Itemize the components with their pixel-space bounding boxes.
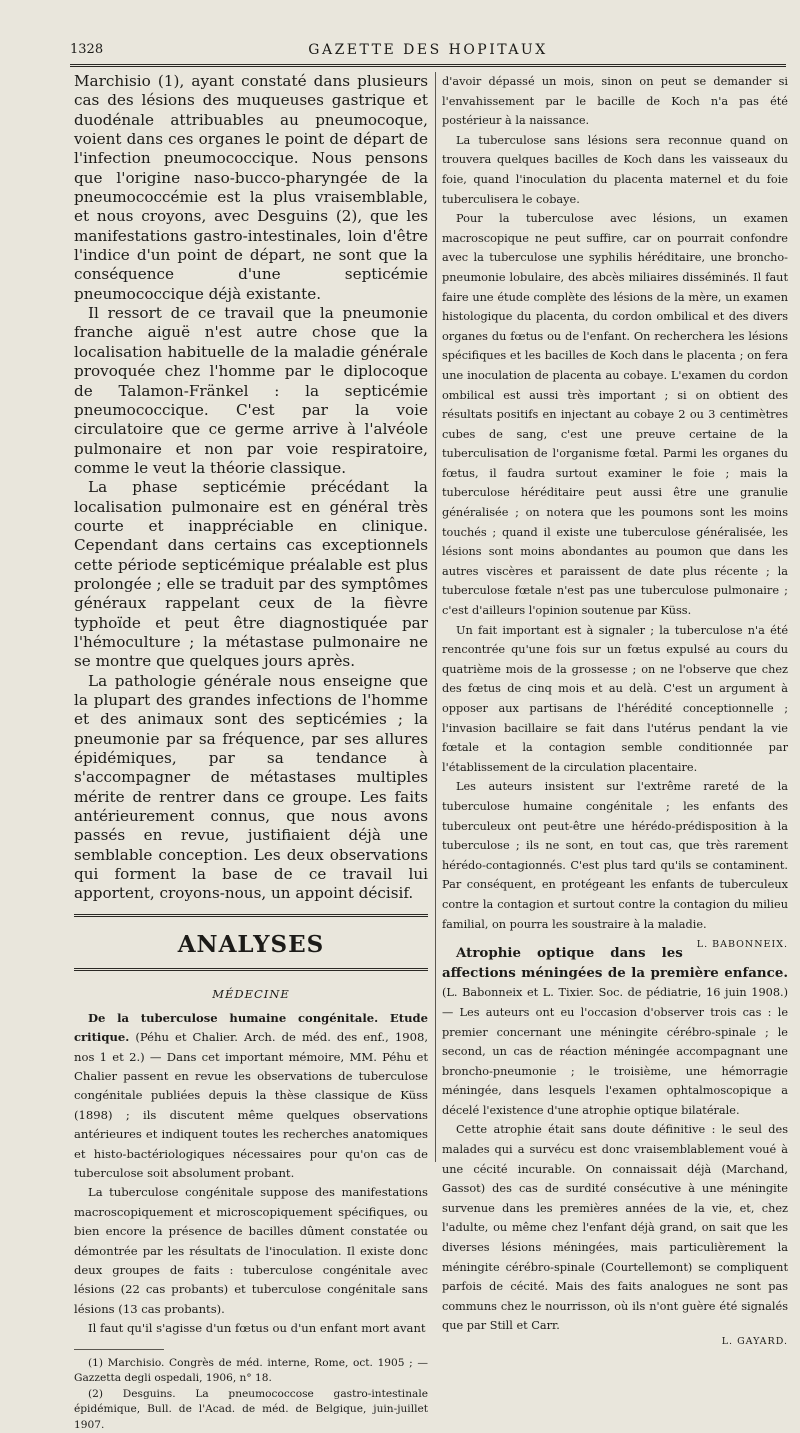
- section-rule-bottom: [74, 968, 428, 971]
- right-paragraph: [442, 777, 788, 951]
- footnote: (1) Marchisio. Congrès de méd. interne, Rome, oct. 1905 ; — Gazzetta degli ospedali, 1906, n° 18.: [74, 1356, 428, 1385]
- right-paragraph: La tuberculose sans lésions sera reconnue quand on trouvera quelques bacilles de Koch dans les vaisseaux du foie, quand l'inoculation du placenta maternel et du foie tuberculisera le cobaye.: [442, 133, 788, 206]
- header-rule: [70, 64, 786, 67]
- left-paragraph: Il ressort de ce travail que la pneumonie franche aiguë n'est autre chose que la localisation habituelle de la maladie générale provoquée chez l'homme par le diplocoque de Talamon-Fränkel : la septicémie pneumococcique. C'est par la voie circulatoire que ce germe arrive à l'alvéole pulmonaire et non par voie respiratoire, comme le veut la théorie classique.: [74, 304, 428, 477]
- article-title: Atrophie optique dans les affections méningées de la première enfance.: [442, 945, 788, 981]
- abstract-tuberculose: [74, 1009, 428, 1339]
- footnote: (2) Desguins. La pneumococcose gastro-intestinale épidémique, Bull. de l'Acad. de méd. de Belgique, juin-juillet 1907.: [74, 1387, 428, 1431]
- column-divider: [435, 72, 436, 1162]
- article-paragraph: Dans cet important mémoire, MM. Péhu et Chalier passent en revue les observations de tuberculose congénitale publiées depuis la thèse classique de Küss (1898) ; ils discutent même quelques observations antérieures et indiquent toutes les recherches anatomiques et histo-bactériologiques nécessaires pour qu'on cas de tuberculose soit absolument probant.: [74, 1049, 428, 1181]
- journal-title: GAZETTE DES HOPITAUX: [308, 42, 548, 58]
- signature: L. GAYARD.: [721, 1336, 788, 1347]
- section-rule-top: [74, 914, 428, 917]
- footnote-rule: [74, 1349, 164, 1350]
- right-paragraph: Un fait important est à signaler ; la tuberculose n'a été rencontrée qu'une fois sur un fœtus expulsé au cours du quatrième mois de la grossesse ; on ne l'observe que chez des fœtus de cinq mois et au delà. C'est un argument à opposer aux partisans de l'hérédité conceptionnelle ; l'invasion bacillaire se fait dans l'utérus pendant la vie fœtale et la contagion semble conditionnée par l'établissement de la circulation placentaire.: [442, 623, 788, 774]
- left-paragraph: La pathologie générale nous enseigne que la plupart des grandes infections de l'homme et des animaux sont des septicémies ; la pneumonie par sa fréquence, par ses allures épidémiques, par sa tendance à s'accompagner de métastases multiples mérite de rentrer dans ce groupe. Les faits antérieurement connus, que nous avons passés en revue, justifiaient déjà une semblable conception. Les deux observations qui forment la base de ce travail lui apportent, croyons-nous, un appoint décisif.: [74, 671, 428, 903]
- right-column: [442, 72, 788, 1347]
- article-title: De la tuberculose humaine congénitale. Etude critique.: [74, 1010, 428, 1045]
- article-paragraph: Les auteurs ont eu l'occasion d'observer trois cas : le premier concernant une méningite cérébro-spinale ; le second, un cas de réaction méningée accompagnant une broncho-pneumonie ; le troisième, une hémorragie méningée, dans lesquels l'examen ophtalmoscopique a décelé l'existence d'une atrophie optique bilatérale.: [442, 1005, 789, 1117]
- subheading: MÉDECINE: [212, 986, 290, 1001]
- left-paragraph: Marchisio (1), ayant constaté dans plusieurs cas des lésions des muqueuses gastrique et duodénale attribuables au pneumocoque, voient dans ces organes le point de départ de l'infection pneumococcique. Nous pensons que l'origine naso-bucco-pharyngée de la pneumococcémie est la plus vraisemblable, et nous croyons, avec Desguins (2), que les manifestations gastro-intestinales, loin d'être l'indice d'un point de départ, ne sont que la conséquence d'une septicémie pneumococcique déjà existante.: [74, 72, 428, 303]
- left-paragraph: La phase septicémie précédant la localisation pulmonaire est en général très courte et inappréciable en clinique. Cependant dans certains cas exceptionnels cette période septicémique préalable est plus prolongée ; elle se traduit par des symptômes généraux rappelant ceux de la fièvre typhoïde et peut être diagnostiquée par l'hémoculture ; la métastase pulmonaire ne se montre que quelques jours après.: [74, 478, 428, 671]
- page-header: [70, 36, 786, 62]
- footnotes: [74, 1356, 428, 1433]
- article-paragraph: La tuberculose congénitale suppose des manifestations macroscopiquement et microscopiquement spécifiques, ou bien encore la présence de bacilles dûment constatée ou démontrée par les résultats de l'inoculation. Il existe donc deux groupes de faits : tuberculose congénitale avec lésions (22 cas probants) et tuberculose congénitale sans lésions (13 cas probants).: [74, 1185, 428, 1316]
- abstract-atrophie: [442, 944, 788, 1120]
- article-paragraph: Il faut qu'il s'agisse d'un fœtus ou d'un enfant mort avant: [88, 1321, 426, 1336]
- right-paragraph-text: Les auteurs insistent sur l'extrême rareté de la tuberculose humaine congénitale ; les enfants des tuberculeux ont peut-être une hérédo-prédisposition à la tuberculose ; ils ne sont, en tout cas, que très rarement hérédo-contagionnés. C'est plus tard qu'ils se contaminent. Par conséquent, en protégeant les enfants de tuberculeux contre la contagion et surtout contre la contagion du milieu familial, on pourra les soustraire à la maladie.: [442, 780, 788, 931]
- section-title: ANALYSES: [177, 930, 325, 958]
- left-column: [74, 72, 428, 1433]
- page-number: 1328: [70, 42, 104, 57]
- abstract-title-line: [74, 1009, 428, 1184]
- right-paragraph: d'avoir dépassé un mois, sinon on peut se demander si l'envahissement par le bacille de Koch n'a pas été postérieur à la naissance.: [442, 75, 788, 128]
- article-citation: (L. Babonneix et L. Tixier. Soc. de pédiatrie, 16 juin 1908.) —: [442, 986, 788, 1019]
- article-paragraph: Cette atrophie était sans doute définitive : le seul des malades qui a survécu est donc vraisemblablement voué à une cécité incurable. On connaissait déjà (Marchand, Gassot) des cas de surdité consécutive à une méningite survenue dans les premières années de la vie, et, chez l'adulte, ou même chez l'enfant déjà grand, on sait que les diverses lésions méningées, mais particulièrement la méningite cérébro-spinale (Courtellemont) se compliquent parfois de cécité. Mais des faits analogues ne sont pas communs chez le nourrisson, où ils n'ont guère été signalés que par Still et Carr.: [442, 1123, 788, 1333]
- signature: L. BABONNEIX.: [696, 939, 788, 951]
- article-citation: (Péhu et Chalier. Arch. de méd. des enf., 1908, nos 1 et 2.) —: [74, 1030, 429, 1064]
- right-paragraph: Pour la tuberculose avec lésions, un examen macroscopique ne peut suffire, car on pourrait confondre avec la tuberculose une syphilis héréditaire, une broncho-pneumonie lobulaire, des abcès miliaires disséminés. Il faut faire une étude complète des lésions de la mère, un examen histologique du placenta, du cordon ombilical et des divers organes du fœtus ou de l'enfant. On recherchera les lésions spécifiques et les bacilles de Koch dans le placenta ; on fera une inoculation de placenta au cobaye. L'examen du cordon ombilical est aussi très important ; si on obtient des résultats positifs en injectant au cobaye 2 ou 3 centimètres cubes de sang, c'est une preuve certaine de la tuberculisation de l'organisme fœtal. Parmi les organes du fœtus, il faudra surtout examiner le foie ; mais la tuberculose héréditaire peut aussi être une granulie généralisée ; on notera que les poumons sont les moins touchés ; quand il existe une tuberculose généralisée, les lésions sont moins abondantes au poumon que dans les autres viscères et paraissent de date plus récente ; la tuberculose fœtale n'est pas une tuberculose pulmonaire ; c'est d'ailleurs l'opinion soutenue par Küss.: [442, 212, 788, 618]
